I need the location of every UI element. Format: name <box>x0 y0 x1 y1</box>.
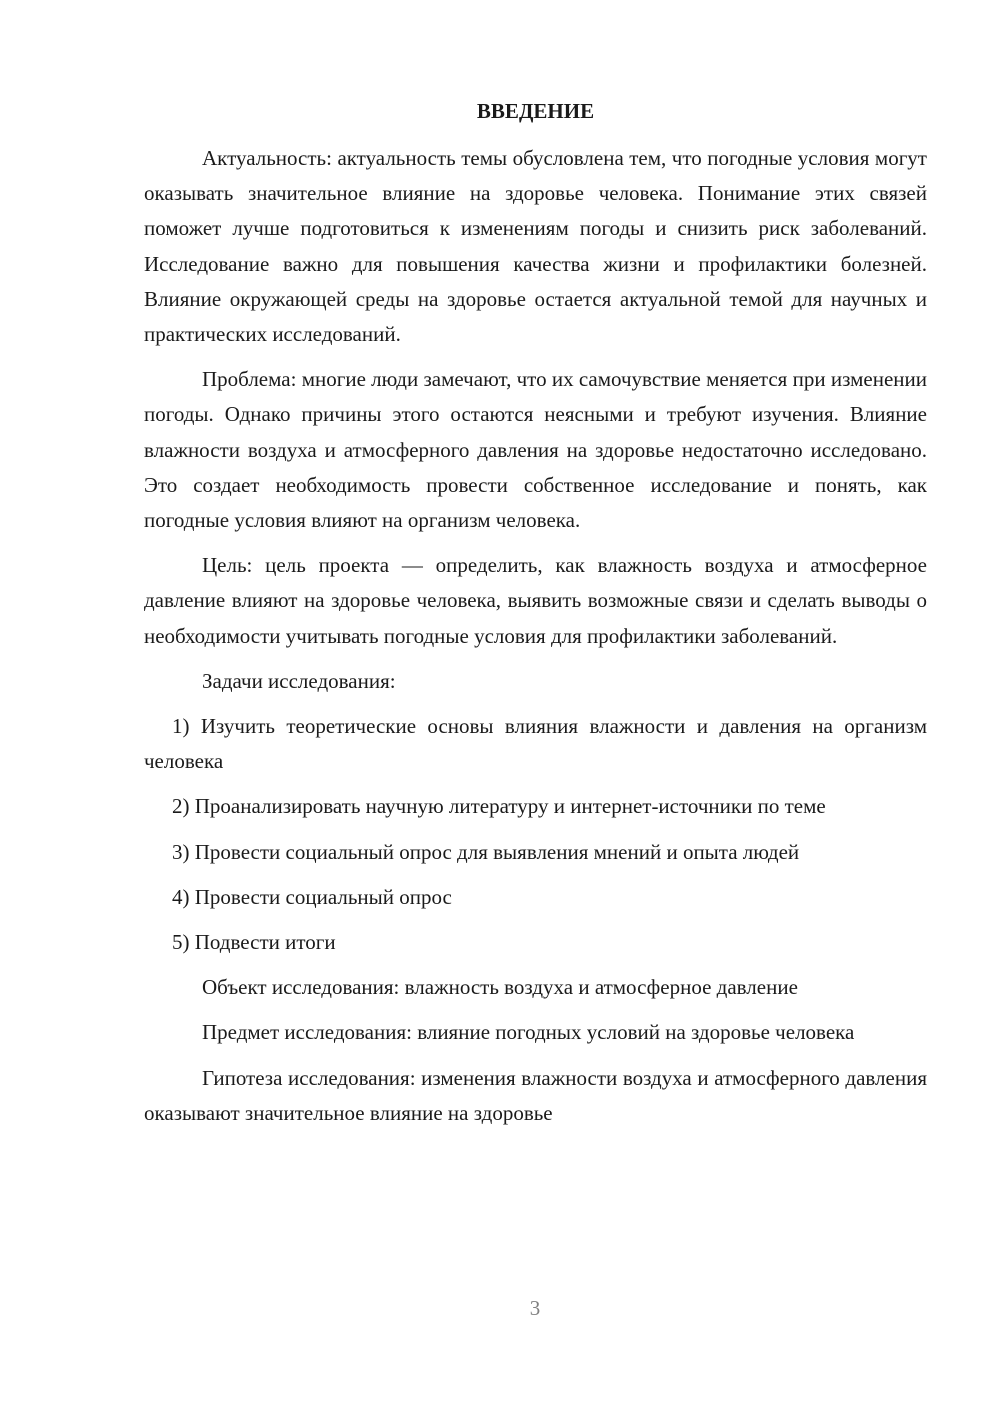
relevance-paragraph: Актуальность: актуальность темы обусловлена тем, что погодные условия могут оказывать значительное влияние на здоровье человека. Понимание этих связей поможет лучше подготовиться к изменениям погоды и снизить риск заболеваний. Исследование важно для повышения качества жизни и профилактики болезней. Влияние окружающей среды на здоровье остается актуальной темой для научных и практических исследований. <box>144 146 927 347</box>
task-item-5: 5) Подвести итоги <box>172 930 336 955</box>
object-paragraph: Объект исследования: влажность воздуха и атмосферное давление <box>202 975 798 1000</box>
page-content <box>144 94 927 1141</box>
task-item-3: 3) Провести социальный опрос для выявления мнений и опыта людей <box>172 839 800 864</box>
subject-paragraph: Предмет исследования: влияние погодных условий на здоровье человека <box>202 1020 855 1045</box>
section-title: ВВЕДЕНИЕ <box>476 99 595 123</box>
task-item-1: 1) Изучить теоретические основы влияния влажности и давления на организм человека <box>144 714 927 774</box>
tasks-heading: Задачи исследования: <box>202 668 396 693</box>
task-item-2: 2) Проанализировать научную литературу и интернет-источники по теме <box>172 794 826 819</box>
hypothesis-paragraph: Гипотеза исследования: изменения влажности воздуха и атмосферного давления оказывают значительное влияние на здоровье <box>144 1065 927 1125</box>
problem-paragraph: Проблема: многие люди замечают, что их самочувствие меняется при изменении погоды. Однако причины этого остаются неясными и требуют изучения. Влияние влажности воздуха и атмосферного давления на здоровье недостаточно исследовано. Это создает необходимость провести собственное исследование и понять, как погодные условия влияют на организм человека. <box>144 367 927 533</box>
page-number: 3 <box>529 1296 541 1320</box>
task-item-4: 4) Провести социальный опрос <box>172 884 452 909</box>
goal-paragraph: Цель: цель проекта — определить, как влажность воздуха и атмосферное давление влияют на здоровье человека, выявить возможные связи и сделать выводы о необходимости учитывать погодные условия для профилактики заболеваний. <box>144 553 927 648</box>
